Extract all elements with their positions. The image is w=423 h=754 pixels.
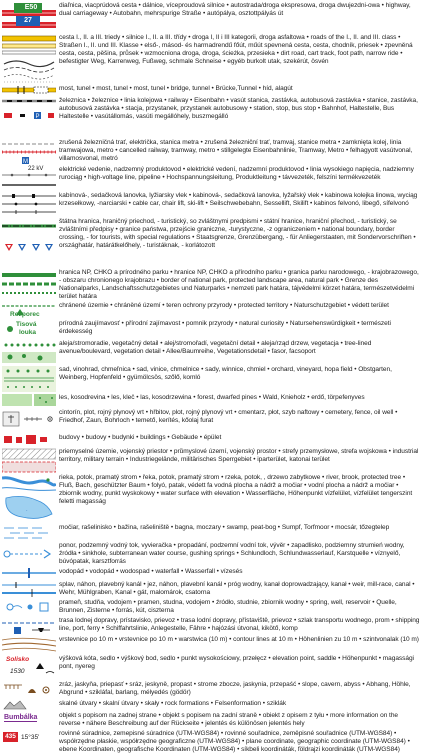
grid-435-badge: 435 <box>3 732 18 742</box>
legend-text-power: elektrické vedenie, nadzemný produktovod • elektrické vedení, nadzemní produktovod • linia wysokiego napięcia, nadziemny rurociąg • high-voltage line, pipeline • Hochspannungsleitung, Produktleitung • távvezeték, felszíni termékvezeték <box>59 166 414 182</box>
legend-text-ponor: ponor, podzemný vodný tok, vyvieračka • propadání, podzemní vodní tok, vývěr • zapadlisko, podziemny strumień wodny, źródła • sinkhole, subterranean water course, gushing springs • Schlundloch, Schlundwasserlauf, Karstquelle • víznyelő, búvópatak, karsztforrás <box>59 542 405 566</box>
legend-text-canal: splav, náhon, plavebný kanál • jez, náhon, plavební kanál • próg wodny, kanał doprowadzający, kanał • weir, mill-race, canal • Wehr, Mühlgraben, Kanal • gát, malomárok, csatorna <box>59 581 415 597</box>
legend-text-waterfall: vodopád • vodopád • wodospad • waterfall • Wasserfall • vízesés <box>59 568 243 575</box>
elevation-point-symbol <box>2 655 56 679</box>
legend-row-waterfall <box>0 568 423 578</box>
contours-symbol <box>2 636 56 653</box>
river-symbol <box>2 474 56 523</box>
legend-text-park-boundary: hranica NP, CHKO a prírodného parku • hranice NP, CHKO a přírodního parku • granica parku narodowego, - krajobrazowego, - obszaru chronionego krajobrazu • border of national park, protected landscape area, natural park • Grenze des Nationalparks, Landschaftsschutzgebietes und Naturparks • nemzeti park határa, tájvédelmi körzet határa, természetvédelmi terület határa <box>59 269 419 301</box>
legend-text-cemetery: cintorín, plot, rojný plynový vrt • hřbitov, plot, rojný plynový vrt • cmentarz, płot, szyb naftowy • cemetery, fence, oil well • Friedhof, Zaun, Bohrloch • temető, kerítés, kőolaj furat <box>59 409 398 425</box>
sinkhole-symbol <box>2 542 56 567</box>
waterfall-symbol <box>2 568 56 578</box>
legend-text-railway: železnica • železnice • linia kolejowa • railway • Eisenbahn • vasút stanica, zastávka, autobusová zastávka • stanice, zastávka, autobusová zastávka • stacja, przystanek, przystanek autobusowy • station, stop, bus stop • Bahnhof, Haltestelle, Bus Haltestelle • vasútállomás, vasúti megállóhely, buszmegálló <box>59 97 418 121</box>
cableway-symbol <box>2 192 56 217</box>
legend-text-tunnel: most, tunel • most, tunel • most, tunel • bridge, tunnel • Brücke,Tunnel • híd, alagút <box>59 85 293 92</box>
legend-row-roads <box>0 34 423 84</box>
legend-row-border <box>0 218 423 268</box>
legend-text-grid: rovinné súradnice, zemepisné súradnice (UTM-WGS84) • rovinné souřadnice, zeměpisné souřadnice (UTM-WGS84) • współrzędne płaskie, współrzędne geograficzne (UTM-WGS84) • plane coordinate, geographic coordinate (UTM-WGS84) • ebene Koordinaten, geografische Koordinaten (UTM-WGS84) • síkbeli koordináták, földrajzi koordináták (UTM-WGS84) <box>59 730 410 754</box>
motorway-symbol <box>2 2 56 33</box>
legend-text-roads: cesta I., II. a III. triedy • silnice I., II. a III. třídy • droga I, II i III kategorii, droga asfaltowa • roads of the I., II. and III. class • Straßen I., II. und III. Klasse • első-, másod- és harmadrendű főút, műút spevnená cesta, cesta, chodník, priesek • zpevněná cesta, cesta, pěšina, průsek • wzmocniona droga, droga, ścieżka, przesieka • dirt road, cart track, foot path, narrow ride • befestigter Weg, Karrenweg, Fußweg, schmale Schneise • egyéb burkolt utak, szekérút, ösvén <box>59 34 413 66</box>
legend-text-tram: zrušená železničná trať, električka, stanica metra • zrušená železniční trať, tramvaj, stanice metra • zamknięta kolej, linia tramwajowa, metro • cancelled railway, tramway, metro • stillgelegte Eisenbahnlinie, Tramway, Metro • felhagyott vasútvonal, villamosvonal, metró <box>59 139 413 163</box>
roads-symbol <box>2 34 56 84</box>
legend-row-contours <box>0 636 423 653</box>
legend-row-alley <box>0 340 423 364</box>
legend-row-tunnel <box>0 85 423 95</box>
forest-symbol <box>2 394 56 406</box>
legend-row-river <box>0 474 423 523</box>
legend-row-tram <box>0 139 423 165</box>
legend-row-peak <box>0 655 423 679</box>
rock-formation-symbol <box>2 700 56 710</box>
legend-row-park-boundary <box>0 269 423 302</box>
cemetery-symbol <box>2 409 56 431</box>
canal-symbol <box>2 581 56 598</box>
spring-symbol <box>2 599 56 616</box>
legend-text-motorway: diaľnica, viacprúdová cesta • dálnice, víceproudová silnice • autostrada/droga ekspresowa, droga dwujezdni-owa • highway, dual carriageway • Autobahn, mehrspurige Straße • autópálya, osztottpályás út <box>59 2 411 18</box>
bumbalka-label: Bumbálka <box>4 714 38 721</box>
legend-row-power <box>0 166 423 191</box>
legend-text-cave: zráz, jaskyňa, priepasť • sráz, jeskyně, propast • strome zbocze, jaskynia, przepaść • slope, cavern, abyss • Abhang, Höhle, Abgrund • szikláfal, barlang, mélyedés (gödör) <box>59 681 411 697</box>
tisova-label-2: louka <box>19 329 36 336</box>
industrial-territory-symbol <box>2 448 56 473</box>
legend-row-orchard <box>0 366 423 392</box>
svg-text:M: M <box>23 159 28 165</box>
ferry-symbol <box>2 617 56 635</box>
legend-text-objects: objekt s popisom na zadnej strane • objekt s popisem na zadní straně • obiekt z opisem z tyłu • more information on the reverse • nähere Beschreibung auf der Rückseite • jelentés és különösen jelentés hely <box>59 712 399 728</box>
route-badge-e50: E50 <box>24 4 38 11</box>
legend-text-protected: chránené územie • chráněné území • teren ochrony przyrody • protected territory • Naturschutzgebiet • védett terület <box>59 302 389 309</box>
legend-row-cave <box>0 681 423 698</box>
alley-symbol <box>2 340 56 364</box>
voltage-label: 22 kV <box>28 166 44 172</box>
legend-row-ferry <box>0 617 423 635</box>
legend-row-spring <box>0 599 423 616</box>
legend-text-alley: aleja/stromoradie, vegetačný detail • alej/stromořadí, vegetační detail • aleja/rząd drzew, vegetacja • tree-lined avenue/boulevard, vegetation detail • Allee/Baumreihe, Vegetationsdetail • fasor, facsoport <box>59 340 372 356</box>
legend-text-cableway: kabínová-, sedačková lanovka, lyžiarsky vlek • kabinová-, sedačková lanovka, lyžařský vlek • kabinowa kolejka linowa, wyciąg krzesełkowy, -narciarski • cable car, chair lift, ski-lift • Seilschwebebahn, Sessellift, Skilift • kabinos felvonó, libegő, sífelvonó <box>59 192 418 208</box>
bridge-tunnel-symbol <box>2 85 56 95</box>
rozporec-label: Rozporec <box>10 311 40 318</box>
elevation-1530-label: 1530 <box>10 668 25 675</box>
legend-row-rocks <box>0 700 423 710</box>
legend-row-cemetery <box>0 409 423 431</box>
legend-row-motorway <box>0 2 423 33</box>
legend-text-contours: vrstevnice po 10 m • vrstevnice po 10 m • warstwica (10 m) • contour lines at 10 m • Höhenlinien zu 10 m • szintvonalak (10 m) <box>59 636 419 643</box>
protected-territory-symbol <box>2 302 56 319</box>
legend-text-ferry: trasa lodnej dopravy, prístavisko, prievoz • trasa lodní dopravy, přístaviště, prievoz • szlak transportu wodnego, prom • shipping line, port, ferry • Schiffahrtslinie, Anlegestelle, Fähre • hajózási útvonal, kikötő, komp <box>59 617 420 633</box>
legend-row-swamp <box>0 524 423 541</box>
legend-text-river: rieka, potok, pramatý strom • řeka, potok, pramatý strom • rzeka, potok, , drzewo zabytkowe • river, brook, protected tree • Fluß, Bach, geschützter Baum • folyó, patak, védett fa vodná plocha a nádrž a močiar • vodní plocha a nádrž a močiar • zbiornik wodny, punkt wyskokowy • water surface with elevation • Wasserfläche, Höhenpunkt vízfelület, vízfelület tengerszint feletti magasság <box>59 474 413 506</box>
orchard-vineyard-symbol <box>2 366 56 392</box>
legend-row-ponor <box>0 542 423 567</box>
tisova-label-1: Tisová <box>16 321 37 328</box>
legend-row-buildings <box>0 434 423 446</box>
cave-symbol <box>2 681 56 698</box>
svg-text:·: · <box>26 508 28 514</box>
tram-metro-symbol <box>2 139 56 165</box>
legend-row-natural <box>0 320 423 338</box>
svg-text:P: P <box>35 114 40 120</box>
legend-row-forest <box>0 394 423 406</box>
legend-row-objects <box>0 712 423 729</box>
legend-text-orchard: sad, vinohrad, chmeľnica • sad, vinice, chmelnice • sady, winnice, chmiel • orchard, vineyard, hopa field • Obstgarten, Weinberg, Hopfenfeld • gyümölcsös, szőlő, komló <box>59 366 392 382</box>
legend-text-peak: výšková kóta, sedlo • výškový bod, sedlo • punkt wysokościowy, przełęcz • elevation point, saddle • Höhenpunkt • magassági pont, nyereg <box>59 655 414 671</box>
natural-curiosity-symbol <box>2 320 56 338</box>
legend-row-cableway <box>0 192 423 217</box>
object-label-symbol <box>2 712 56 729</box>
legend-text-rocks: skalné útvary • skalní útvary • skały • rock formations • Felsenformation • sziklák <box>59 700 287 707</box>
power-line-symbol <box>2 166 56 191</box>
legend-text-spring: prameň, studňa, vodojem • pramen, studna, vodojem • źródło, studnie, zbiornik wodny • spring, well, reservoir • Quelle, Brunnen, Zisterne • forrás, kút, ciszterna <box>59 599 397 615</box>
legend-text-industrial: priemyselné územie, vojenský priestor • průmyslové území, vojenský prostor • strefy przemysłowe, strefa wojskowa • industrial territory, military terrain • Industriegelände, militärisches Sperrgebiet • iparterület, katonai terület <box>59 448 419 464</box>
legend-text-buildings: budovy • budovy • budynki • buildings • Gebäude • épület <box>59 434 222 441</box>
legend-row-canal <box>0 581 423 598</box>
solisko-label: Solisko <box>6 656 30 663</box>
legend-row-industrial <box>0 448 423 473</box>
legend-text-swamp: močiar, rašelinisko • bažina, rašeliniště • bagna, moczary • swamp, peat-bog • Sumpf, Torfmoor • mocsár, tőzegtelep <box>59 524 390 531</box>
legend-row-protected <box>0 302 423 319</box>
border-crossing-symbol <box>2 218 56 268</box>
legend-row-railway <box>0 97 423 139</box>
legend-text-natural: prírodná zaujímavosť • přírodní zajímavost • pomnik przyrody • natural curiosity • Natursehenswürdigkeit • természeti érdekesség <box>59 320 391 336</box>
buildings-symbol <box>2 434 56 446</box>
swamp-symbol <box>2 524 56 541</box>
coord-15-35-label: 15°35' <box>21 734 40 741</box>
coordinate-grid-symbol <box>2 730 56 749</box>
legend-row-grid <box>0 730 423 754</box>
legend-text-border: štátna hranica, hraničný priechod, - turistický, so zvláštnymi predpismi • státní hranice, hraniční přechod, - turistický, se zvláštními předpisy • granice państwa, przejście graniczne, -turystyczne, -z ograniczeniem • national boundary, border crossing, - for tourists, with special regulations • Staatsgrenze, Grenzübergang, - für Anliegerstaaten, mit Sondervorschriften • országhatár, határátkelőhely, - turistáknak, - korlátozott <box>59 218 416 250</box>
park-boundary-symbol <box>2 269 56 302</box>
railway-symbol <box>2 97 56 139</box>
legend-text-forest: les, kosodrevina • les, kleč • las, kosodrzewina • forest, dwarfed pines • Wald, Knieholz • erdő, törpefenyves <box>59 394 365 401</box>
route-badge-27: 27 <box>16 16 40 26</box>
